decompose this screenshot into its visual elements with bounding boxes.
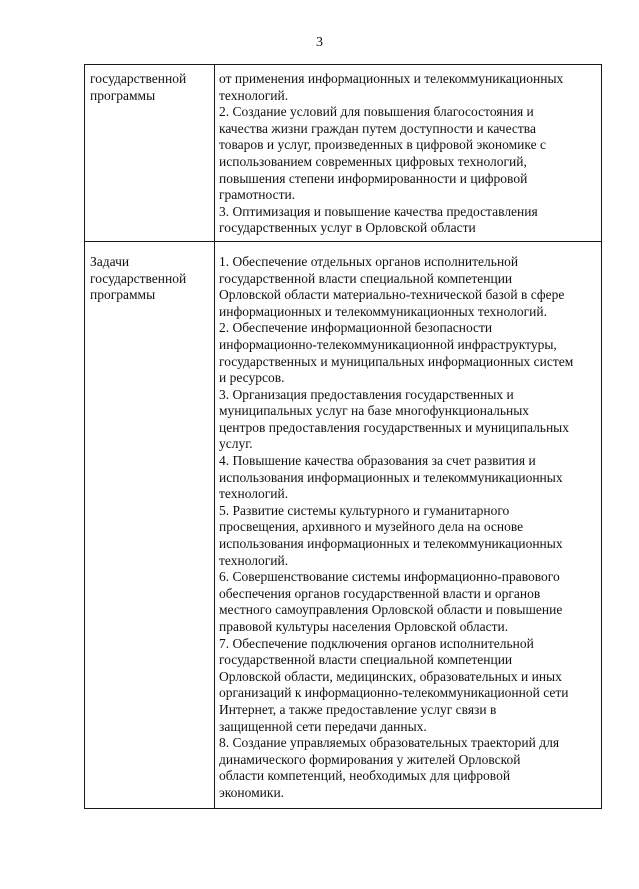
label-line: программы xyxy=(90,87,156,103)
text-line: использованием современных цифровых технологий, xyxy=(219,153,527,169)
text-line: товаров и услуг, произведенных в цифровой экономике с xyxy=(219,137,546,153)
text-line: муниципальных услуг на базе многофункциональных xyxy=(219,403,530,419)
text-line: защищенной сети передачи данных. xyxy=(219,718,427,734)
label-line: государственной xyxy=(90,270,187,286)
text-line: от применения информационных и телекоммуникационных xyxy=(219,71,564,86)
text-line: 3. Организация предоставления государственных и xyxy=(219,386,514,402)
text-line: 2. Обеспечение информационной безопасности xyxy=(219,320,493,336)
text-line: государственных услуг в Орловской области xyxy=(219,220,476,236)
label-line: программы xyxy=(90,287,156,303)
text-line: правовой культуры населения Орловской области. xyxy=(219,619,509,634)
text-line: качества жизни граждан путем доступности и качества xyxy=(219,120,536,136)
text-line: использования информационных и телекоммуникационных xyxy=(219,469,563,485)
text-line: технологий. xyxy=(219,87,289,103)
text-line: 5. Развитие системы культурного и гуманитарного xyxy=(219,502,510,518)
text-line: повышения степени информированности и цифровой xyxy=(219,170,528,186)
text-line: 4. Повышение качества образования за счет развития и xyxy=(219,453,536,469)
text-line: просвещения, архивного и музейного дела на основе xyxy=(219,519,524,535)
text-line: и ресурсов. xyxy=(219,370,285,386)
text-line: 6. Совершенствование системы информационно-правового xyxy=(219,569,560,585)
text-line: Орловской области материально-технической базой в сфере xyxy=(219,287,565,303)
text-line: 2. Создание условий для повышения благосостояния и xyxy=(219,104,534,120)
text-line: экономики. xyxy=(219,784,285,800)
page-number: 3 xyxy=(316,35,323,50)
text-line: услуг. xyxy=(219,436,253,452)
text-line: использования информационных и телекоммуникационных xyxy=(219,536,563,552)
text-line: технологий. xyxy=(219,486,289,502)
text-line: 7. Обеспечение подключения органов исполнительной xyxy=(219,635,534,651)
row-label-tasks xyxy=(85,241,215,808)
text-line: государственных и муниципальных информационных систем xyxy=(219,353,574,369)
tasks-content xyxy=(215,241,602,808)
text-line: технологий. xyxy=(219,552,289,568)
program-passport-table xyxy=(84,64,602,809)
text-line: организаций к информационно-телекоммуникационной сети xyxy=(219,685,569,701)
text-line: 3. Оптимизация и повышение качества предоставления xyxy=(219,203,538,219)
text-line: Интернет, а также предоставление услуг связи в xyxy=(219,701,497,717)
text-line: информационно-телекоммуникационной инфраструктуры, xyxy=(219,336,557,352)
label-line: государственной xyxy=(90,71,187,86)
text-line: грамотности. xyxy=(219,187,296,203)
text-line: местного самоуправления Орловской области и повышение xyxy=(219,602,563,618)
text-line: государственной власти специальной компетенции xyxy=(219,652,513,668)
text-line: динамического формирования у жителей Орловской xyxy=(219,751,521,767)
text-line: обеспечения органов государственной власти и органов xyxy=(219,585,541,601)
table-row-tasks xyxy=(85,241,602,808)
table-row-goals xyxy=(85,65,602,242)
text-line: 1. Обеспечение отдельных органов исполнительной xyxy=(219,253,519,269)
text-line: центров предоставления государственных и муниципальных xyxy=(219,419,570,435)
text-line: области компетенций, необходимых для цифровой xyxy=(219,768,511,784)
text-line: государственной власти специальной компетенции xyxy=(219,270,513,286)
goals-content xyxy=(215,65,602,242)
row-label-goals xyxy=(85,65,215,242)
text-line: информационных и телекоммуникационных технологий. xyxy=(219,303,547,319)
label-line: Задачи xyxy=(90,253,130,269)
text-line: 8. Создание управляемых образовательных траекторий для xyxy=(219,735,560,751)
text-line: Орловской области, медицинских, образовательных и иных xyxy=(219,668,562,684)
